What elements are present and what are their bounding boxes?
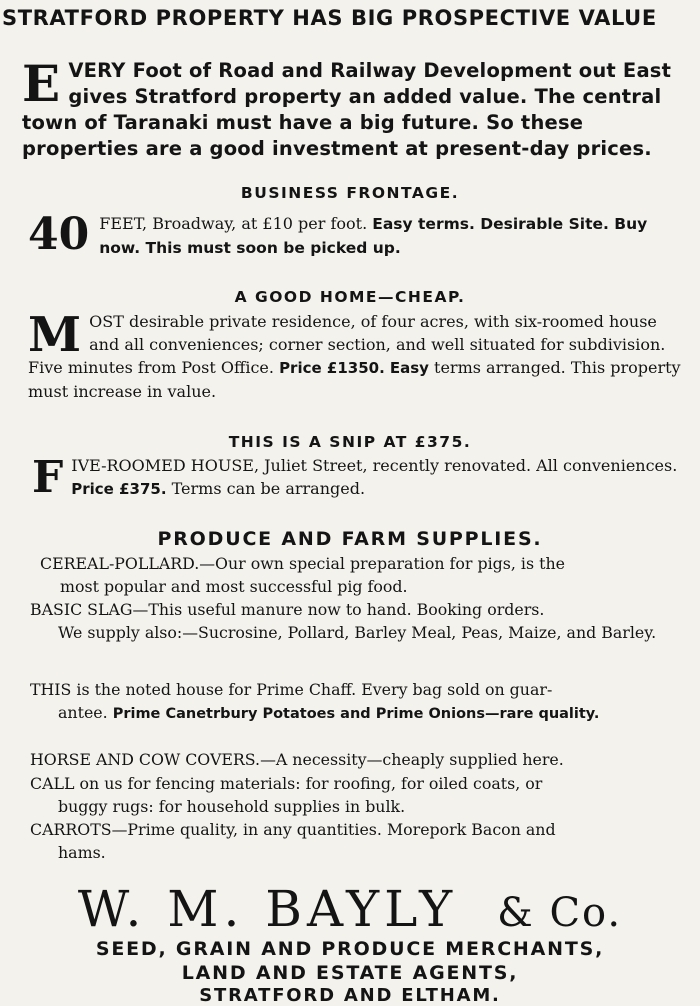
produce-item bbox=[40, 552, 690, 598]
headline: STRATFORD PROPERTY HAS BIG PROSPECTIVE VALUE bbox=[2, 6, 657, 30]
snip-heading: THIS IS A SNIP AT £375. bbox=[228, 433, 472, 451]
home-heading: A GOOD HOME—CHEAP. bbox=[234, 288, 466, 306]
intro-dropcap: E bbox=[22, 54, 61, 113]
produce-heading: PRODUCE AND FARM SUPPLIES. bbox=[157, 528, 543, 550]
produce-item-cont: hams. bbox=[58, 843, 106, 862]
snip-paragraph bbox=[32, 454, 682, 501]
produce-item-first: THIS is the noted house for Prime Chaff. Every bag sold on guar- bbox=[30, 680, 553, 699]
home-tail: terms arranged. This property must increase in value. bbox=[28, 358, 681, 401]
business-heading: BUSINESS FRONTAGE. bbox=[240, 184, 460, 202]
home-text: OST desirable private residence, of four acres, with six-roomed house and all conveniences; corner section, and well situated for subdivision. Five minutes from Post Office. bbox=[28, 312, 666, 377]
home-easy: Easy bbox=[389, 359, 429, 377]
firm-line-merchants: SEED, GRAIN AND PRODUCE MERCHANTS, bbox=[95, 938, 605, 960]
produce-item-first: HORSE AND COW COVERS.—A necessity—cheaply supplied here. bbox=[30, 750, 564, 769]
business-number: 40 bbox=[28, 209, 90, 260]
firm-co: & Co. bbox=[497, 890, 623, 936]
firm-line-agents: LAND AND ESTATE AGENTS, bbox=[181, 962, 519, 984]
produce-item-cont-wrap bbox=[30, 701, 690, 726]
snip-tail: Terms can be arranged. bbox=[171, 479, 366, 498]
produce-item-first: BASIC SLAG—This useful manure now to hand. Booking orders. bbox=[30, 600, 545, 619]
business-text-bold: Easy terms. Desirable Site. Buy now. This must soon be picked up. bbox=[99, 215, 648, 257]
firm-name: W. M. BAYLY bbox=[77, 880, 458, 938]
home-dropcap: M bbox=[28, 307, 82, 363]
produce-item bbox=[30, 772, 690, 818]
business-text-serif: FEET, Broadway, at £10 per foot. bbox=[99, 214, 368, 233]
intro-text: VERY Foot of Road and Railway Development out East gives Stratford property an added value. The central town of Taranaki must have a big future. So these properties are a good investment at present-day prices. bbox=[22, 59, 672, 160]
home-paragraph bbox=[28, 307, 683, 403]
snip-price: Price £375. bbox=[71, 480, 167, 498]
produce-item-cont: buggy rugs: for household supplies in bulk. bbox=[58, 797, 406, 816]
produce-item-cont: antee. bbox=[58, 703, 108, 722]
produce-item-first: CARROTS—Prime quality, in any quantities. Morepork Bacon and bbox=[30, 820, 556, 839]
produce-item bbox=[30, 678, 690, 726]
produce-item-cont: We supply also:—Sucrosine, Pollard, Barley Meal, Peas, Maize, and Barley. bbox=[58, 623, 657, 642]
produce-item bbox=[30, 598, 690, 644]
produce-item-first: CEREAL-POLLARD.—Our own special preparation for pigs, is the bbox=[40, 554, 565, 573]
snip-dropcap: F bbox=[32, 452, 64, 503]
home-price: Price £1350. bbox=[279, 359, 385, 377]
snip-text: IVE-ROOMED HOUSE, Juliet Street, recently renovated. All conveniences. bbox=[71, 456, 678, 475]
produce-item-first: CALL on us for fencing materials: for roofing, for oiled coats, or bbox=[30, 774, 543, 793]
produce-item-bold: Prime Canetrbury Potatoes and Prime Onions—rare quality. bbox=[112, 706, 600, 722]
firm-name-line bbox=[0, 880, 700, 938]
produce-item bbox=[30, 748, 690, 771]
intro-paragraph bbox=[22, 54, 687, 162]
firm-line-location: STRATFORD AND ELTHAM. bbox=[199, 985, 501, 1006]
business-paragraph bbox=[24, 209, 684, 260]
produce-item bbox=[30, 818, 690, 864]
produce-item-cont: most popular and most successful pig food. bbox=[60, 577, 408, 596]
